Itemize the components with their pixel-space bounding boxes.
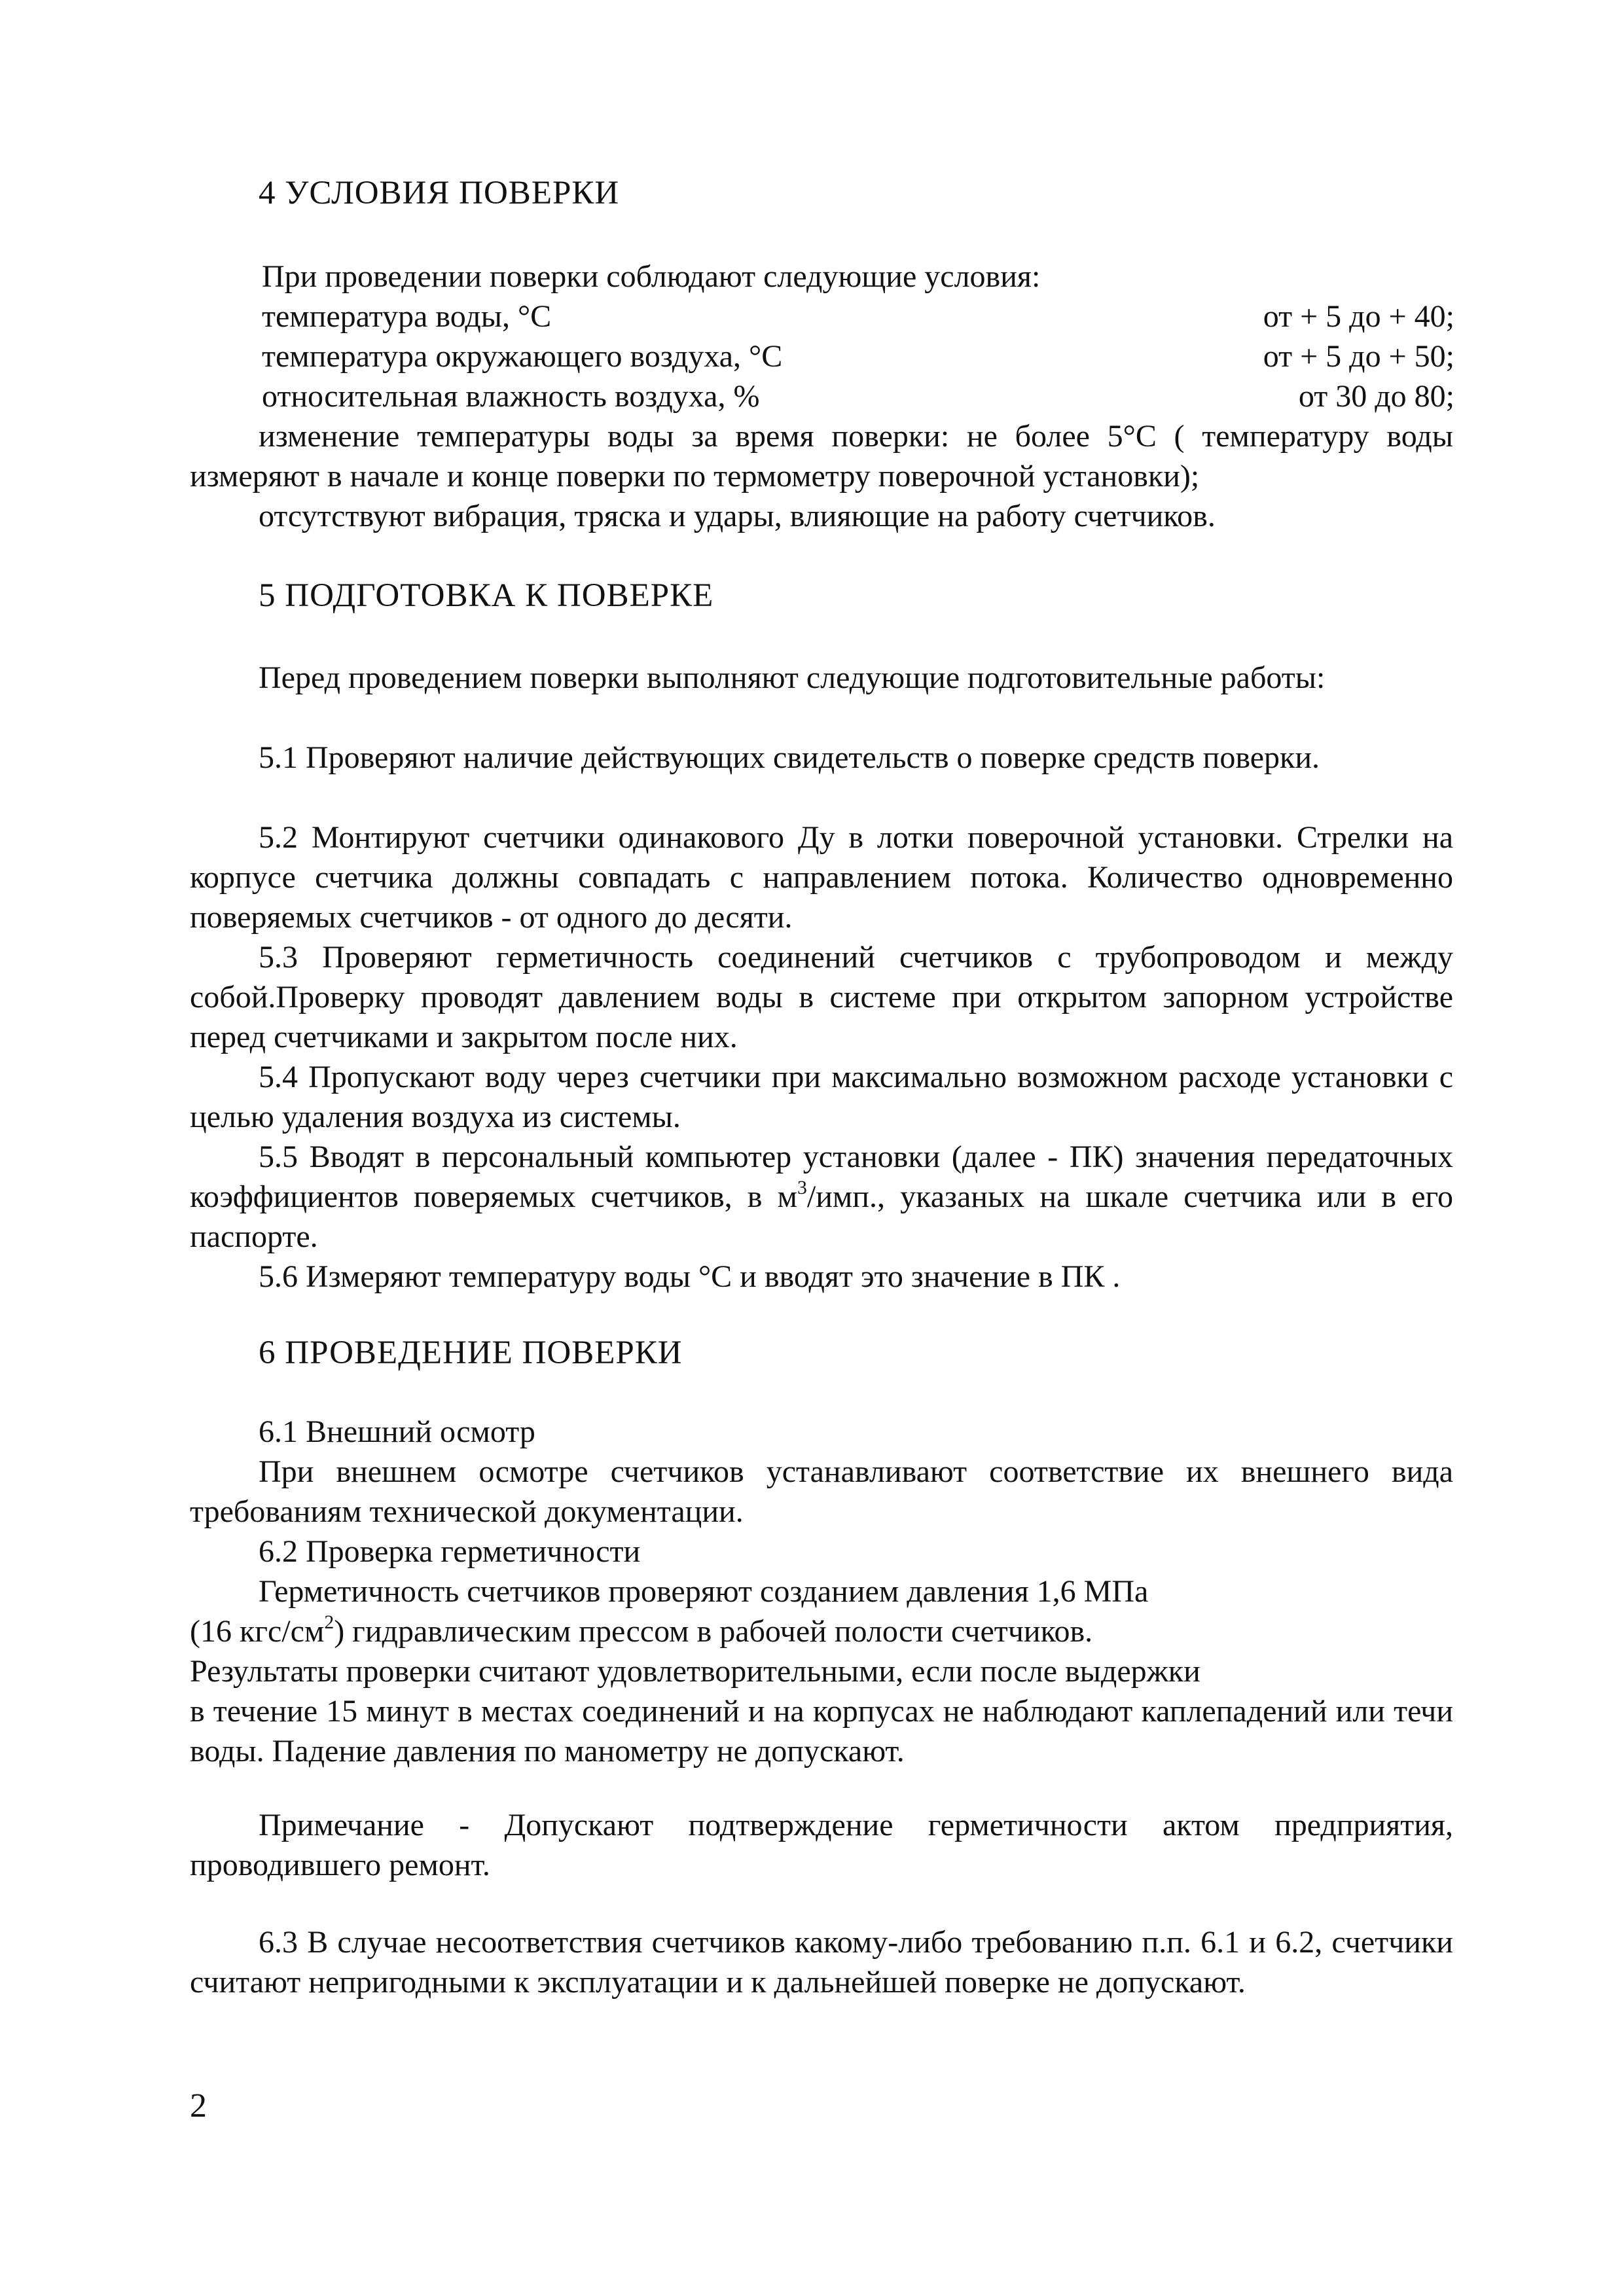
paragraph-5-5-text-a: 5.5 Вводят в персональный компьютер установки (далее - ПК) значения передаточных коэффициентов поверяемых счетчиков, в м — [190, 1139, 1453, 1214]
paragraph-5-4: 5.4 Пропускают воду через счетчики при максимально возможном расходе установки с целью удаления воздуха из системы. — [190, 1060, 1453, 1134]
paragraph-6-2-line-1: Герметичность счетчиков проверяют созданием давления 1,6 МПа — [259, 1574, 1149, 1609]
paragraph-5-6: 5.6 Измеряют температуру воды °С и вводят это значение в ПК . — [259, 1259, 1121, 1294]
section-5-title: 5 ПОДГОТОВКА К ПОВЕРКЕ — [259, 577, 714, 614]
condition-value: от + 5 до + 50; — [1263, 339, 1454, 374]
note-paragraph: Примечание - Допускают подтверждение герметичности актом предприятия, проводившего ремонт. — [190, 1808, 1453, 1882]
paragraph-6-1: При внешнем осмотре счетчиков устанавливают соответствие их внешнего вида требованиям технической документации. — [190, 1454, 1453, 1529]
condition-row — [262, 376, 1454, 416]
heading-6-2: 6.2 Проверка герметичности — [259, 1534, 641, 1569]
temp-change-paragraph: изменение температуры воды за время поверки: не более 5°С ( температуру воды измеряют в начале и конце поверки по термометру поверочной установки); — [190, 419, 1453, 493]
pressure-unit-text-a: (16 кгс/см — [190, 1614, 325, 1649]
paragraph-6-2-line-4: в течение 15 минут в местах соединений и на корпусах не наблюдают каплепадений или течи воды. Падение давления по манометру не допускают. — [190, 1694, 1453, 1768]
condition-value: от 30 до 80; — [1298, 379, 1454, 414]
paragraph-5-5-text-b: /имп., указаных на шкале счетчика или в его паспорте. — [190, 1179, 1453, 1254]
paragraph-5-1: 5.1 Проверяют наличие действующих свидетельств о поверке средств поверки. — [259, 740, 1320, 775]
paragraph-5-3: 5.3 Проверяют герметичность соединений счетчиков с трубопроводом и между собой.Проверку проводят давлением воды в системе при открытом запорном устройстве перед счетчиками и закрытом после них. — [190, 940, 1453, 1054]
paragraph-6-3: 6.3 В случае несоответствия счетчиков какому-либо требованию п.п. 6.1 и 6.2, счетчики считают непригодными к эксплуатации и к дальнейшей поверке не допускают. — [190, 1925, 1453, 2000]
section-5-intro: Перед проведением поверки выполняют следующие подготовительные работы: — [259, 660, 1326, 695]
vibration-paragraph: отсутствуют вибрация, тряска и удары, влияющие на работу счетчиков. — [259, 499, 1216, 533]
section-6-title: 6 ПРОВЕДЕНИЕ ПОВЕРКИ — [259, 1335, 683, 1371]
heading-6-1: 6.1 Внешний осмотр — [259, 1414, 535, 1449]
condition-row — [262, 336, 1454, 376]
page-number: 2 — [190, 2087, 207, 2125]
paragraph-6-2-line-3: Результаты проверки считают удовлетворительными, если после выдержки — [190, 1654, 1200, 1689]
condition-value: от + 5 до + 40; — [1263, 299, 1454, 334]
paragraph-5-2: 5.2 Монтируют счетчики одинакового Ду в лотки поверочной установки. Стрелки на корпусе счетчика должны совпадать с направлением потока. Количество одновременно поверяемых счетчиков - от одного до десяти. — [190, 820, 1453, 935]
condition-label: относительная влажность воздуха, % — [262, 379, 760, 414]
paragraph-5-5 — [190, 1137, 1453, 1257]
section-4-title: 4 УСЛОВИЯ ПОВЕРКИ — [259, 175, 620, 211]
cubic-superscript: 3 — [797, 1177, 807, 1199]
condition-label: температура воды, °С — [262, 299, 552, 334]
section-4-intro: При проведении поверки соблюдают следующие условия: — [262, 259, 1041, 294]
condition-row — [262, 296, 1454, 336]
condition-label: температура окружающего воздуха, °С — [262, 339, 783, 374]
square-superscript: 2 — [324, 1611, 334, 1634]
pressure-unit-text-b: ) гидравлическим прессом в рабочей полости счетчиков. — [334, 1614, 1093, 1649]
paragraph-6-2-line-2 — [190, 1611, 1453, 1651]
